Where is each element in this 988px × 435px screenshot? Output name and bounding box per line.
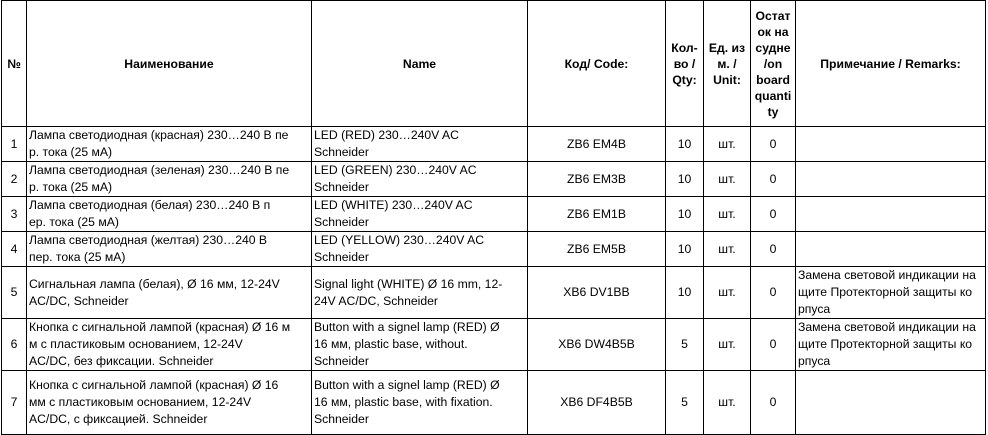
cell-onboard-qty[interactable]: 0 bbox=[751, 319, 796, 371]
cell-name-ru[interactable]: Лампа светодиодная (белая) 230…240 В п ер. тока (25 мА) bbox=[27, 197, 312, 232]
cell-row-number[interactable]: 1 bbox=[2, 127, 27, 162]
cell-code[interactable]: XB6 DF4B5B bbox=[528, 371, 666, 435]
cell-row-number[interactable]: 7 bbox=[2, 371, 27, 435]
cell-qty[interactable]: 10 bbox=[666, 162, 704, 197]
cell-unit[interactable]: шт. bbox=[704, 162, 751, 197]
cell-name-en[interactable]: LED (WHITE) 230…240V AC Schneider bbox=[312, 197, 528, 232]
cell-row-number[interactable]: 5 bbox=[2, 267, 27, 319]
cell-name-ru[interactable]: Лампа светодиодная (красная) 230…240 В пе р. тока (25 мА) bbox=[27, 127, 312, 162]
cell-row-number[interactable]: 2 bbox=[2, 162, 27, 197]
cell-remarks[interactable] bbox=[796, 127, 986, 162]
cell-qty[interactable]: 10 bbox=[666, 197, 704, 232]
cell-onboard-qty[interactable]: 0 bbox=[751, 162, 796, 197]
cell-qty[interactable]: 10 bbox=[666, 127, 704, 162]
cell-row-number[interactable]: 4 bbox=[2, 232, 27, 267]
cell-remarks[interactable]: Замена световой индикации на щите Протекторной защиты ко рпуса bbox=[796, 267, 986, 319]
cell-remarks[interactable] bbox=[796, 232, 986, 267]
cell-name-ru[interactable]: Кнопка с сигнальной лампой (красная) Ø 16 м м с пластиковым основанием, 12-24V AC/DC, без фиксации. Schneider bbox=[27, 319, 312, 371]
header-row bbox=[2, 1, 986, 127]
cell-name-ru[interactable]: Лампа светодиодная (желтая) 230…240 В пер. тока (25 мА) bbox=[27, 232, 312, 267]
cell-code[interactable]: XB6 DW4B5B bbox=[528, 319, 666, 371]
cell-unit[interactable]: шт. bbox=[704, 267, 751, 319]
cell-name-ru[interactable]: Сигнальная лампа (белая), Ø 16 мм, 12-24V AC/DC, Schneider bbox=[27, 267, 312, 319]
cell-qty[interactable]: 10 bbox=[666, 267, 704, 319]
cell-code[interactable]: ZB6 EM3B bbox=[528, 162, 666, 197]
table-row bbox=[2, 197, 986, 232]
header-onboard: Остат ок на судне /on board quanti ty bbox=[751, 1, 796, 127]
cell-name-en[interactable]: Button with a signel lamp (RED) Ø 16 мм, plastic base, with fixation. Schneider bbox=[312, 371, 528, 435]
cell-remarks[interactable] bbox=[796, 162, 986, 197]
table-row bbox=[2, 232, 986, 267]
table-row bbox=[2, 267, 986, 319]
items-table bbox=[1, 0, 986, 435]
header-num: № bbox=[2, 1, 27, 127]
cell-unit[interactable]: шт. bbox=[704, 371, 751, 435]
cell-code[interactable]: ZB6 EM5B bbox=[528, 232, 666, 267]
cell-name-en[interactable]: LED (YELLOW) 230…240V AC Schneider bbox=[312, 232, 528, 267]
cell-unit[interactable]: шт. bbox=[704, 197, 751, 232]
cell-row-number[interactable]: 3 bbox=[2, 197, 27, 232]
cell-onboard-qty[interactable]: 0 bbox=[751, 232, 796, 267]
cell-row-number[interactable]: 6 bbox=[2, 319, 27, 371]
cell-remarks[interactable] bbox=[796, 371, 986, 435]
cell-qty[interactable]: 5 bbox=[666, 371, 704, 435]
cell-onboard-qty[interactable]: 0 bbox=[751, 267, 796, 319]
cell-name-en[interactable]: LED (RED) 230…240V AC Schneider bbox=[312, 127, 528, 162]
cell-remarks[interactable] bbox=[796, 197, 986, 232]
header-name-en: Name bbox=[312, 1, 528, 127]
header-qty: Кол- во / Qty: bbox=[666, 1, 704, 127]
table-row bbox=[2, 371, 986, 435]
table-row bbox=[2, 162, 986, 197]
table-row bbox=[2, 127, 986, 162]
cell-remarks[interactable]: Замена световой индикации на щите Протекторной защиты ко рпуса bbox=[796, 319, 986, 371]
cell-name-ru[interactable]: Лампа светодиодная (зеленая) 230…240 В пе р. тока (25 мА) bbox=[27, 162, 312, 197]
cell-name-en[interactable]: LED (GREEN) 230…240V AC Schneider bbox=[312, 162, 528, 197]
cell-name-en[interactable]: Signal light (WHITE) Ø 16 mm, 12- 24V AC/DC, Schneider bbox=[312, 267, 528, 319]
cell-name-en[interactable]: Button with a signel lamp (RED) Ø 16 мм, plastic base, without. Schneider bbox=[312, 319, 528, 371]
cell-unit[interactable]: шт. bbox=[704, 127, 751, 162]
cell-name-ru[interactable]: Кнопка с сигнальной лампой (красная) Ø 16 мм с пластиковым основанием, 12-24V AC/DC, с фиксацией. Schneider bbox=[27, 371, 312, 435]
cell-qty[interactable]: 10 bbox=[666, 232, 704, 267]
cell-code[interactable]: ZB6 EM1B bbox=[528, 197, 666, 232]
cell-unit[interactable]: шт. bbox=[704, 319, 751, 371]
cell-onboard-qty[interactable]: 0 bbox=[751, 371, 796, 435]
cell-code[interactable]: XB6 DV1BB bbox=[528, 267, 666, 319]
header-code: Код/ Code: bbox=[528, 1, 666, 127]
header-name-ru: Наименование bbox=[27, 1, 312, 127]
table-row bbox=[2, 319, 986, 371]
cell-code[interactable]: ZB6 EM4B bbox=[528, 127, 666, 162]
cell-unit[interactable]: шт. bbox=[704, 232, 751, 267]
cell-qty[interactable]: 5 bbox=[666, 319, 704, 371]
cell-onboard-qty[interactable]: 0 bbox=[751, 127, 796, 162]
cell-onboard-qty[interactable]: 0 bbox=[751, 197, 796, 232]
header-remarks: Примечание / Remarks: bbox=[796, 1, 986, 127]
header-unit: Ед. из м. / Unit: bbox=[704, 1, 751, 127]
